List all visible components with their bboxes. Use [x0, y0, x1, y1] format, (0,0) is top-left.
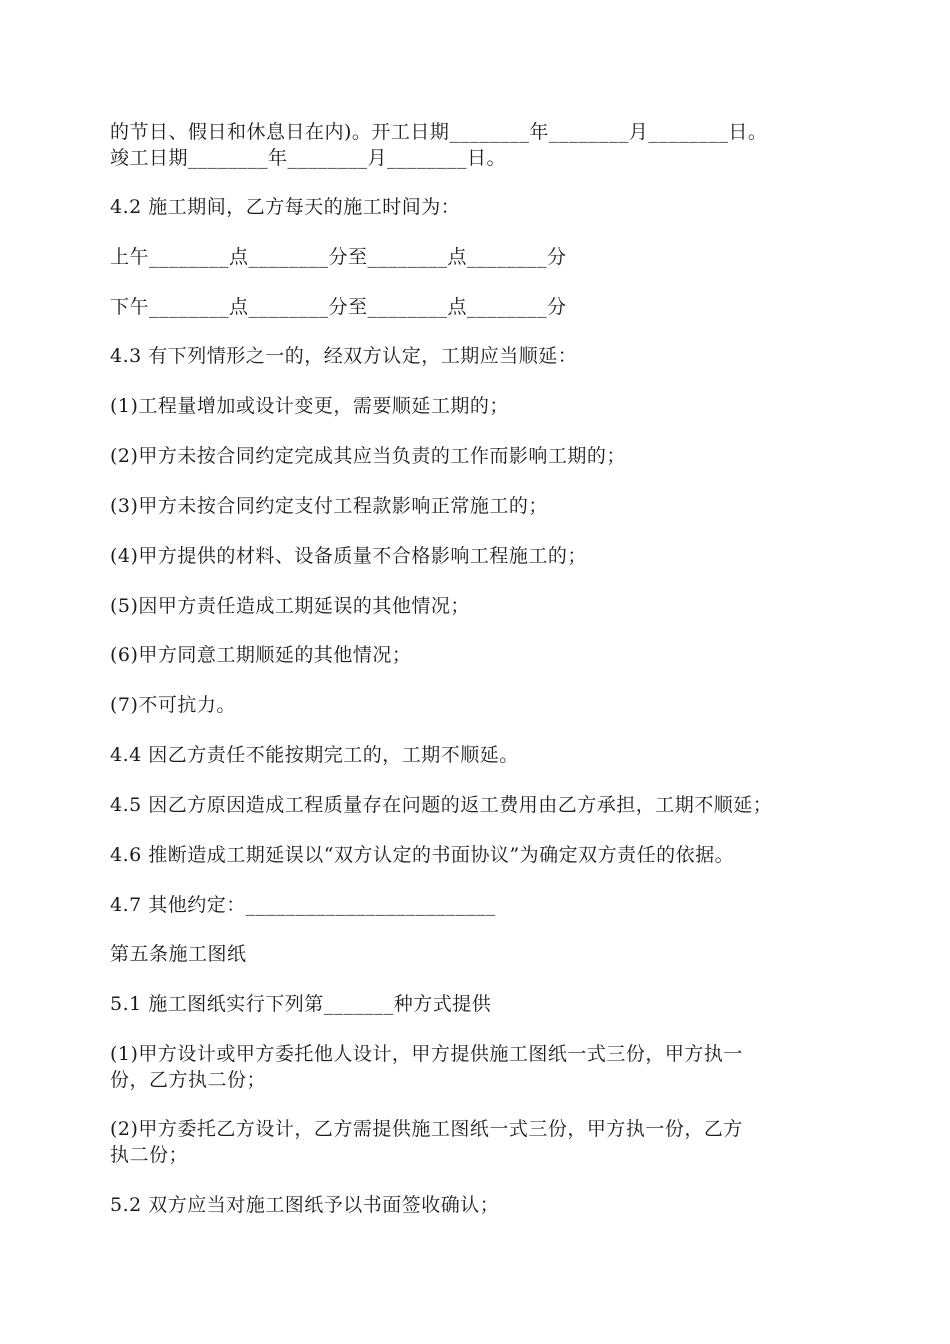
drawing-option-2-line-2: 执二份； — [110, 1144, 189, 1166]
drawing-option-2-line-1: (2)甲方委托乙方设计，乙方需提供施工图纸一式三份，甲方执一份，乙方 — [110, 1118, 743, 1140]
clause-4-6: 4.6 推断造成工期延误以“双方认定的书面协议”为确定双方责任的依据。 — [110, 844, 735, 866]
paragraph-dates-line-1: 的节日、假日和休息日在内)。开工日期________年________月________日。 — [110, 121, 768, 143]
section-heading-5: 第五条施工图纸 — [110, 943, 247, 965]
clause-4-2: 4.2 施工期间，乙方每天的施工时间为： — [110, 196, 461, 218]
paragraph-dates-line-2: 竣工日期________年________月________日。 — [110, 147, 507, 169]
list-item-4: (4)甲方提供的材料、设备质量不合格影响工程施工的； — [110, 545, 587, 567]
drawing-option-1-line-2: 份，乙方执二份； — [110, 1069, 267, 1091]
clause-4-3: 4.3 有下列情形之一的，经双方认定，工期应当顺延： — [110, 345, 578, 367]
list-item-5: (5)因甲方责任造成工期延误的其他情况； — [110, 595, 470, 617]
drawing-option-1-line-1: (1)甲方设计或甲方委托他人设计，甲方提供施工图纸一式三份，甲方执一 — [110, 1043, 743, 1065]
clause-5-1: 5.1 施工图纸实行下列第_______种方式提供 — [110, 993, 492, 1015]
afternoon-hours: 下午________点________分至________点________分 — [110, 296, 567, 318]
list-item-2: (2)甲方未按合同约定完成其应当负责的工作而影响工期的； — [110, 445, 626, 467]
morning-hours: 上午________点________分至________点________分 — [110, 246, 567, 268]
clause-5-2: 5.2 双方应当对施工图纸予以书面签收确认； — [110, 1194, 500, 1216]
list-item-7: (7)不可抗力。 — [110, 694, 236, 716]
list-item-1: (1)工程量增加或设计变更，需要顺延工期的； — [110, 395, 509, 417]
clause-4-7: 4.7 其他约定：_________________________ — [110, 894, 496, 916]
clause-4-5: 4.5 因乙方原因造成工程质量存在问题的返工费用由乙方承担，工期不顺延； — [110, 794, 773, 816]
clause-4-4: 4.4 因乙方责任不能按期完工的，工期不顺延。 — [110, 744, 519, 766]
list-item-3: (3)甲方未按合同约定支付工程款影响正常施工的； — [110, 495, 548, 517]
list-item-6: (6)甲方同意工期顺延的其他情况； — [110, 644, 412, 666]
